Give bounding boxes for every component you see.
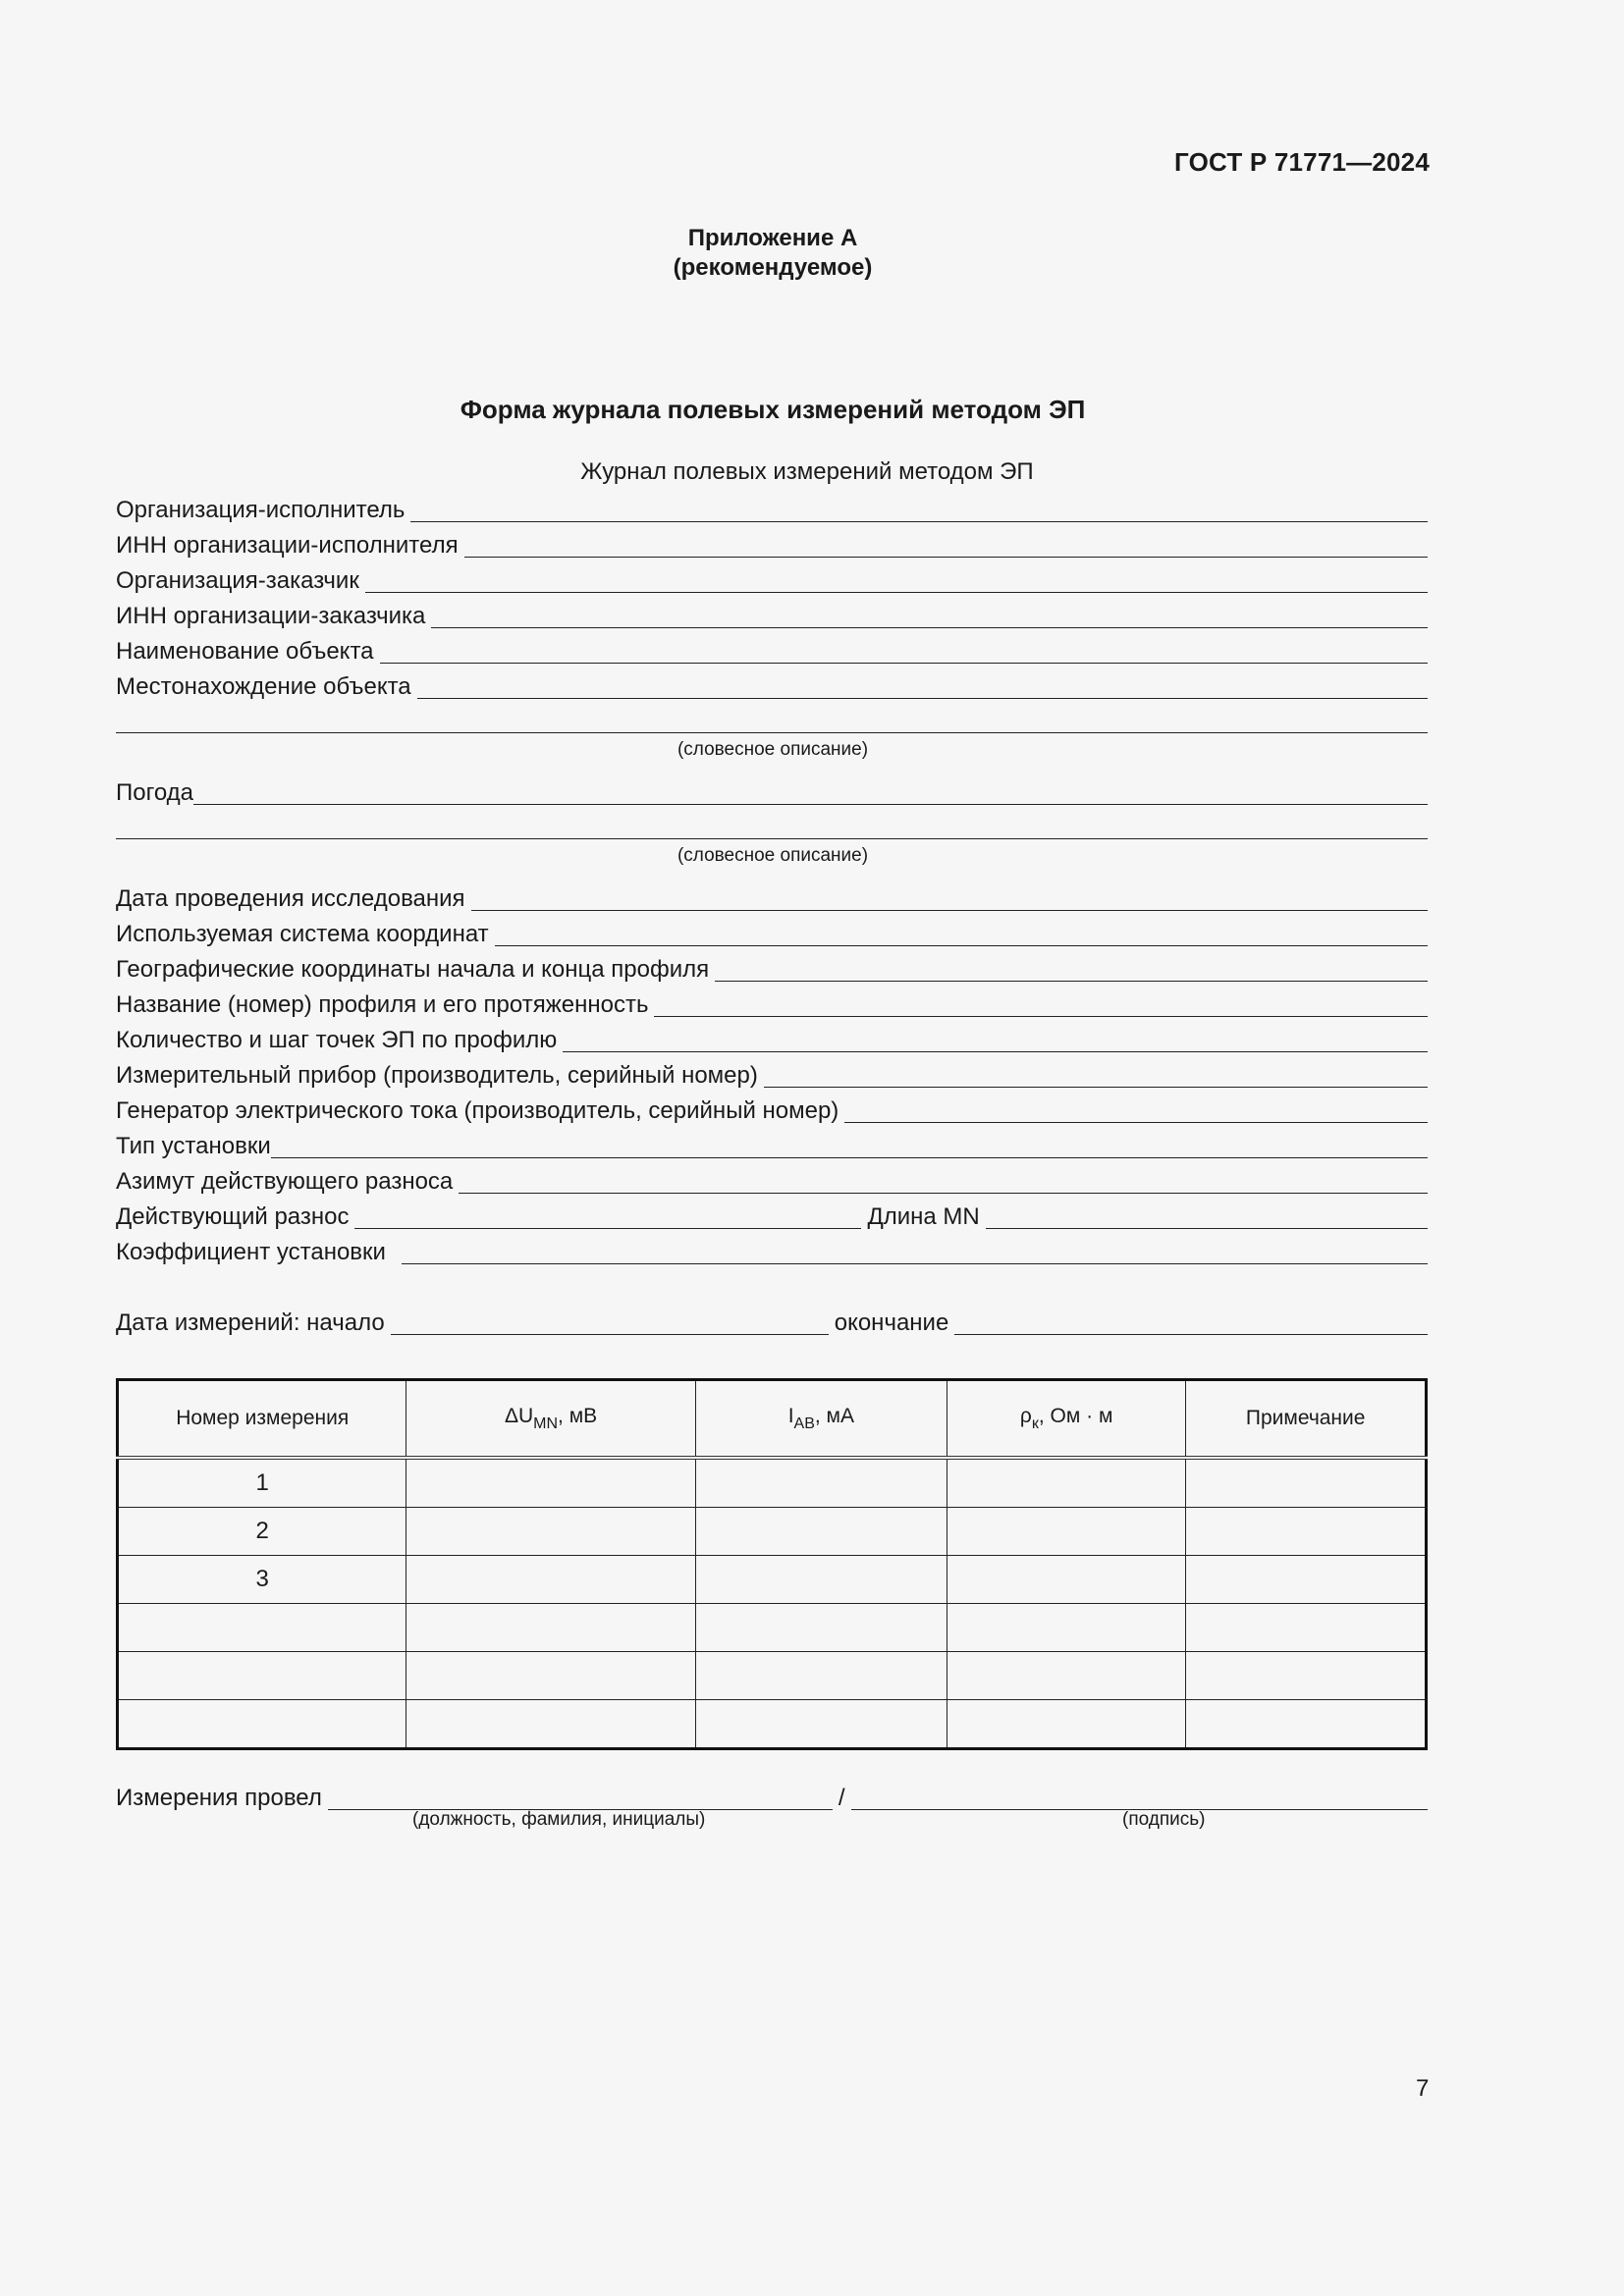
- field-points-count: [116, 1023, 1428, 1054]
- field-label: Используемая система координат: [116, 921, 489, 947]
- cell-note[interactable]: [1186, 1458, 1427, 1508]
- field-geo-coords: [116, 952, 1428, 984]
- header-du-prefix: ΔU: [504, 1404, 534, 1427]
- cell-delta-u[interactable]: [406, 1458, 695, 1508]
- fill-line-position[interactable]: [328, 1784, 833, 1810]
- cell-current[interactable]: [695, 1700, 947, 1749]
- field-label: Географические координаты начала и конца профиля: [116, 956, 710, 983]
- header-i-sub: AB: [793, 1415, 815, 1432]
- field-label: Количество и шаг точек ЭП по профилю: [116, 1027, 558, 1053]
- cell-resistivity[interactable]: [947, 1556, 1186, 1604]
- cell-current[interactable]: [695, 1556, 947, 1604]
- header-resistivity: [947, 1380, 1186, 1459]
- cell-current[interactable]: [695, 1508, 947, 1556]
- cell-delta-u[interactable]: [406, 1652, 695, 1700]
- field-label: Дата измерений: начало: [116, 1309, 385, 1336]
- signature-separator: /: [838, 1785, 845, 1811]
- cell-note[interactable]: [1186, 1508, 1427, 1556]
- fill-line-signature[interactable]: [851, 1784, 1428, 1810]
- header-delta-u: [406, 1380, 695, 1459]
- document-code: ГОСТ Р 71771—2024: [1174, 147, 1430, 177]
- caption-verbal-description: (словесное описание): [677, 845, 869, 866]
- cell-number: [118, 1700, 406, 1749]
- journal-title: Журнал полевых измерений методом ЭП: [580, 458, 1034, 485]
- table-row: [118, 1604, 1427, 1652]
- field-label: Тип установки: [116, 1133, 271, 1159]
- fill-line[interactable]: [410, 496, 1428, 522]
- appendix-heading: [0, 224, 1545, 283]
- fill-line[interactable]: [495, 920, 1428, 946]
- field-label: Наименование объекта: [116, 638, 374, 665]
- header-rho-unit: , Ом · м: [1038, 1404, 1113, 1427]
- table-row: [118, 1652, 1427, 1700]
- field-inn-customer: [116, 599, 1428, 630]
- field-object-name: [116, 634, 1428, 666]
- field-org-customer: [116, 563, 1428, 595]
- field-profile-name: [116, 988, 1428, 1019]
- cell-resistivity[interactable]: [947, 1652, 1186, 1700]
- header-du-unit: , мВ: [558, 1404, 598, 1427]
- table-row: [118, 1458, 1427, 1508]
- fill-line-end[interactable]: [954, 1308, 1428, 1335]
- field-label: Организация-заказчик: [116, 567, 359, 594]
- fill-line[interactable]: [271, 1132, 1428, 1158]
- field-label: Коэффициент установки: [116, 1239, 386, 1265]
- cell-current[interactable]: [695, 1652, 947, 1700]
- table-row: [118, 1508, 1427, 1556]
- cell-resistivity[interactable]: [947, 1458, 1186, 1508]
- cell-note[interactable]: [1186, 1700, 1427, 1749]
- cell-current[interactable]: [695, 1604, 947, 1652]
- field-weather: [116, 775, 1428, 807]
- signature-row: [116, 1781, 1428, 1812]
- fill-line[interactable]: [654, 990, 1428, 1017]
- fill-line[interactable]: [193, 778, 1428, 805]
- cell-number: 2: [118, 1508, 406, 1556]
- cell-note[interactable]: [1186, 1652, 1427, 1700]
- header-current: [695, 1380, 947, 1459]
- field-label: ИНН организации-заказчика: [116, 603, 426, 629]
- field-coord-system: [116, 917, 1428, 948]
- caption-verbal-description: (словесное описание): [677, 739, 869, 760]
- cell-delta-u[interactable]: [406, 1604, 695, 1652]
- field-label: Азимут действующего разноса: [116, 1168, 454, 1195]
- field-label: Название (номер) профиля и его протяженность: [116, 991, 649, 1018]
- field-label: Организация-исполнитель: [116, 497, 406, 523]
- table-row: [118, 1556, 1427, 1604]
- field-inn-exec: [116, 528, 1428, 560]
- cell-number: 1: [118, 1458, 406, 1508]
- caption-position: (должность, фамилия, инициалы): [412, 1809, 706, 1830]
- cell-delta-u[interactable]: [406, 1700, 695, 1749]
- header-number: Номер измерения: [118, 1380, 406, 1459]
- field-label: Местонахождение объекта: [116, 673, 411, 700]
- field-setup-type: [116, 1129, 1428, 1160]
- appendix-subtitle: (рекомендуемое): [673, 254, 873, 281]
- fill-line[interactable]: [365, 566, 1428, 593]
- fill-line[interactable]: [354, 1202, 861, 1229]
- cell-resistivity[interactable]: [947, 1604, 1186, 1652]
- field-label: Дата проведения исследования: [116, 885, 465, 912]
- cell-number: [118, 1652, 406, 1700]
- table-header-row: [118, 1380, 1427, 1459]
- header-du-sub: MN: [533, 1415, 559, 1432]
- cell-resistivity[interactable]: [947, 1700, 1186, 1749]
- fill-line[interactable]: [380, 637, 1428, 664]
- field-instrument: [116, 1058, 1428, 1090]
- field-generator: [116, 1094, 1428, 1125]
- table-row: [118, 1700, 1427, 1749]
- cell-number: [118, 1604, 406, 1652]
- field-org-exec: [116, 493, 1428, 524]
- fill-line[interactable]: [764, 1061, 1428, 1088]
- field-label: Погода: [116, 779, 193, 806]
- header-note: Примечание: [1186, 1380, 1427, 1459]
- cell-number: 3: [118, 1556, 406, 1604]
- fill-line[interactable]: [844, 1096, 1428, 1123]
- field-label-end: окончание: [834, 1309, 949, 1336]
- header-rho-prefix: ρ: [1019, 1404, 1032, 1427]
- form-title: Форма журнала полевых измерений методом ЭП: [460, 395, 1086, 424]
- cell-resistivity[interactable]: [947, 1508, 1186, 1556]
- fill-line[interactable]: [563, 1026, 1428, 1052]
- cell-delta-u[interactable]: [406, 1556, 695, 1604]
- field-label: Генератор электрического тока (производитель, серийный номер): [116, 1097, 839, 1124]
- fill-line[interactable]: [431, 602, 1428, 628]
- fill-line[interactable]: [417, 672, 1428, 699]
- field-label-mn: Длина MN: [867, 1203, 980, 1230]
- fill-line-start[interactable]: [391, 1308, 829, 1335]
- fill-line[interactable]: [402, 1238, 1428, 1264]
- appendix-title: Приложение А: [687, 225, 858, 251]
- caption-signature: (подпись): [1122, 1809, 1206, 1830]
- field-object-location: [116, 669, 1428, 701]
- field-label: ИНН организации-исполнителя: [116, 532, 459, 559]
- fill-line[interactable]: [715, 955, 1428, 982]
- field-setup-coef: [116, 1235, 1428, 1266]
- fill-line-location-extra[interactable]: [116, 732, 1428, 733]
- header-i-unit: , мА: [814, 1404, 854, 1427]
- cell-delta-u[interactable]: [406, 1508, 695, 1556]
- field-study-date: [116, 881, 1428, 913]
- fill-line[interactable]: [471, 884, 1428, 911]
- fill-line-weather-extra[interactable]: [116, 838, 1428, 839]
- header-i-prefix: I: [787, 1404, 794, 1427]
- fill-line[interactable]: [464, 531, 1428, 558]
- signature-label: Измерения провел: [116, 1785, 322, 1811]
- field-label: Измерительный прибор (производитель, серийный номер): [116, 1062, 758, 1089]
- field-spread: [116, 1200, 1428, 1231]
- page-number: 7: [1416, 2075, 1430, 2102]
- field-azimuth: [116, 1164, 1428, 1196]
- fill-line[interactable]: [459, 1167, 1428, 1194]
- fill-line[interactable]: [986, 1202, 1428, 1229]
- field-measure-dates: [116, 1306, 1428, 1337]
- cell-note[interactable]: [1186, 1556, 1427, 1604]
- field-label: Действующий разнос: [116, 1203, 350, 1230]
- cell-current[interactable]: [695, 1458, 947, 1508]
- measurements-table: [116, 1378, 1428, 1750]
- cell-note[interactable]: [1186, 1604, 1427, 1652]
- header-rho-sub: к: [1031, 1415, 1039, 1432]
